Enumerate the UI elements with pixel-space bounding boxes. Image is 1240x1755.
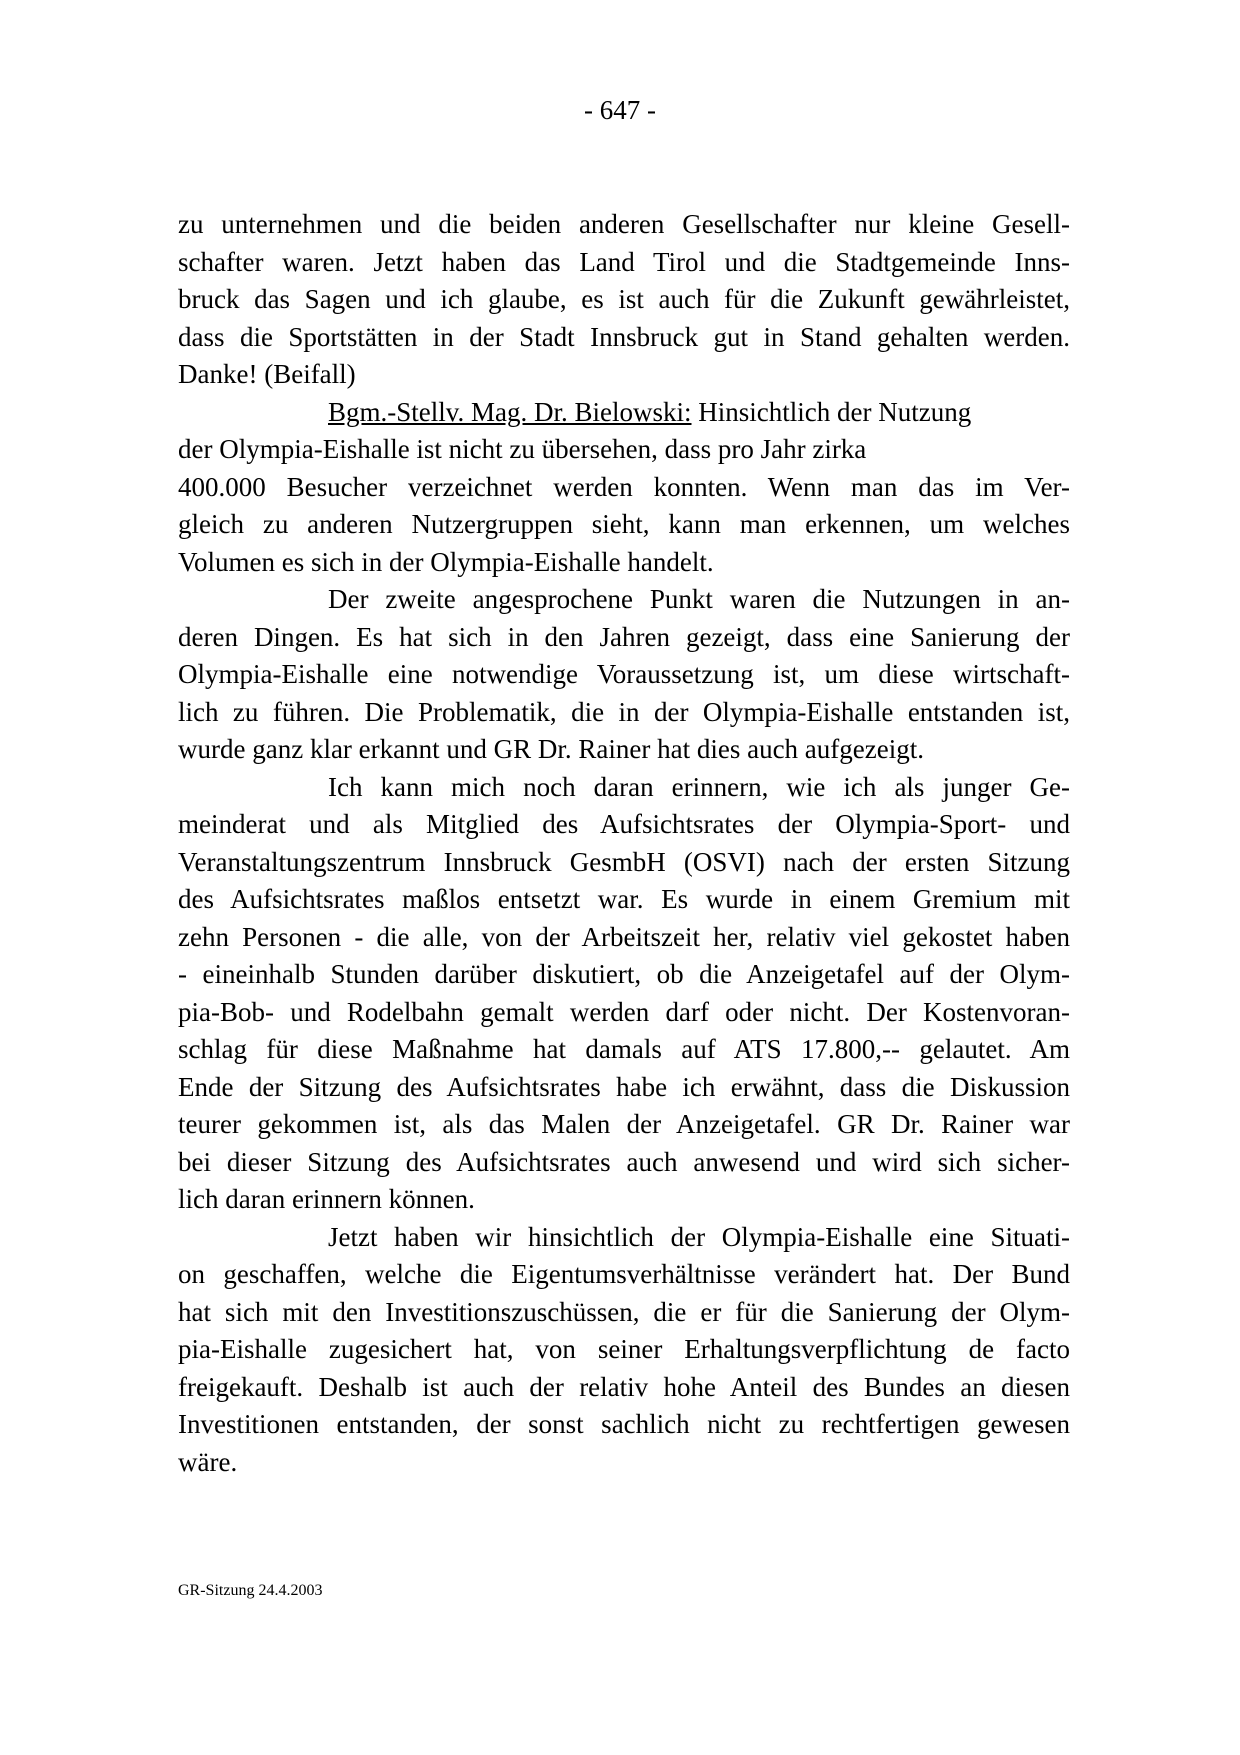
text-line: Jetzt haben wir hinsichtlich der Olympia-Eishalle eine Situati- bbox=[328, 1221, 1070, 1252]
text-line: Ende der Sitzung des Aufsichtsrates habe ich erwähnt, dass die Diskussion bbox=[178, 1071, 1070, 1102]
text-line: schlag für diese Maßnahme hat damals auf ATS 17.800,-- gelautet. Am bbox=[178, 1034, 1070, 1064]
text-line: meinderat und als Mitglied des Aufsichtsrates der Olympia-Sport- und bbox=[178, 809, 1070, 839]
text-line: Veranstaltungszentrum Innsbruck GesmbH (OSVI) nach der ersten Sitzung bbox=[178, 846, 1070, 877]
document-body bbox=[178, 206, 1070, 1481]
text-line: Danke! (Beifall) bbox=[178, 359, 356, 389]
text-run: Hinsichtlich der Nutzung bbox=[691, 396, 972, 427]
paragraph-1 bbox=[178, 206, 1070, 394]
page-number: - 647 - bbox=[584, 95, 656, 125]
text-line: des Aufsichtsrates maßlos entsetzt war. Es wurde in einem Gremium mit bbox=[178, 884, 1070, 914]
text-line: pia-Eishalle zugesichert hat, von seiner Erhaltungsverpflichtung de facto bbox=[178, 1334, 1070, 1364]
text-line: Der zweite angesprochene Punkt waren die Nutzungen in an- bbox=[328, 584, 1070, 614]
text-line: zu unternehmen und die beiden anderen Gesellschafter nur kleine Gesell- bbox=[178, 209, 1070, 239]
text-line: dass die Sportstätten in der Stadt Innsbruck gut in Stand gehalten werden. bbox=[178, 321, 1070, 352]
text-line: deren Dingen. Es hat sich in den Jahren gezeigt, dass eine Sanierung der bbox=[178, 621, 1070, 652]
speaker-line bbox=[178, 394, 1070, 432]
text-line: - eineinhalb Stunden darüber diskutiert, ob die Anzeigetafel auf der Olym- bbox=[178, 959, 1070, 989]
paragraph-4 bbox=[178, 769, 1070, 1219]
text-line: der Olympia-Eishalle ist nicht zu übersehen, dass pro Jahr zirka bbox=[178, 434, 867, 464]
text-line: bei dieser Sitzung des Aufsichtsrates auch anwesend und wird sich sicher- bbox=[178, 1146, 1070, 1177]
text-line: 400.000 Besucher verzeichnet werden konnten. Wenn man das im Ver- bbox=[178, 471, 1070, 502]
text-line: teurer gekommen ist, als das Malen der Anzeigetafel. GR Dr. Rainer war bbox=[178, 1109, 1070, 1139]
text-line: zehn Personen - die alle, von der Arbeitszeit her, relativ viel gekostet haben bbox=[178, 921, 1070, 952]
text-line: Olympia-Eishalle eine notwendige Voraussetzung ist, um diese wirtschaft- bbox=[178, 659, 1070, 689]
text-line: hat sich mit den Investitionszuschüssen, die er für die Sanierung der Olym- bbox=[178, 1296, 1070, 1327]
text-line: Volumen es sich in der Olympia-Eishalle handelt. bbox=[178, 546, 714, 577]
text-line: freigekauft. Deshalb ist auch der relativ hohe Anteil des Bundes an diesen bbox=[178, 1371, 1070, 1402]
paragraph-3 bbox=[178, 581, 1070, 769]
text-line: gleich zu anderen Nutzergruppen sieht, kann man erkennen, um welches bbox=[178, 509, 1070, 539]
text-line: Investitionen entstanden, der sonst sachlich nicht zu rechtfertigen gewesen bbox=[178, 1409, 1070, 1439]
text-line: lich daran erinnern können. bbox=[178, 1184, 475, 1214]
paragraph-5 bbox=[178, 1219, 1070, 1482]
text-line: Ich kann mich noch daran erinnern, wie ich als junger Ge- bbox=[328, 771, 1070, 802]
text-line: lich zu führen. Die Problematik, die in der Olympia-Eishalle entstanden ist, bbox=[178, 696, 1070, 727]
footer-session-date: GR-Sitzung 24.4.2003 bbox=[178, 1582, 323, 1599]
text-line: on geschaffen, welche die Eigentumsverhältnisse verändert hat. Der Bund bbox=[178, 1259, 1070, 1289]
text-line: schafter waren. Jetzt haben das Land Tirol und die Stadtgemeinde Inns- bbox=[178, 246, 1070, 277]
speaker-name: Bgm.-Stellv. Mag. Dr. Bielowski: bbox=[328, 396, 692, 427]
paragraph-2 bbox=[178, 394, 1070, 582]
text-line: bruck das Sagen und ich glaube, es ist auch für die Zukunft gewährleistet, bbox=[178, 284, 1070, 314]
text-line: wäre. bbox=[178, 1446, 238, 1477]
text-line: wurde ganz klar erkannt und GR Dr. Rainer hat dies auch aufgezeigt. bbox=[178, 734, 924, 764]
text-line: pia-Bob- und Rodelbahn gemalt werden darf oder nicht. Der Kostenvoran- bbox=[178, 996, 1070, 1027]
